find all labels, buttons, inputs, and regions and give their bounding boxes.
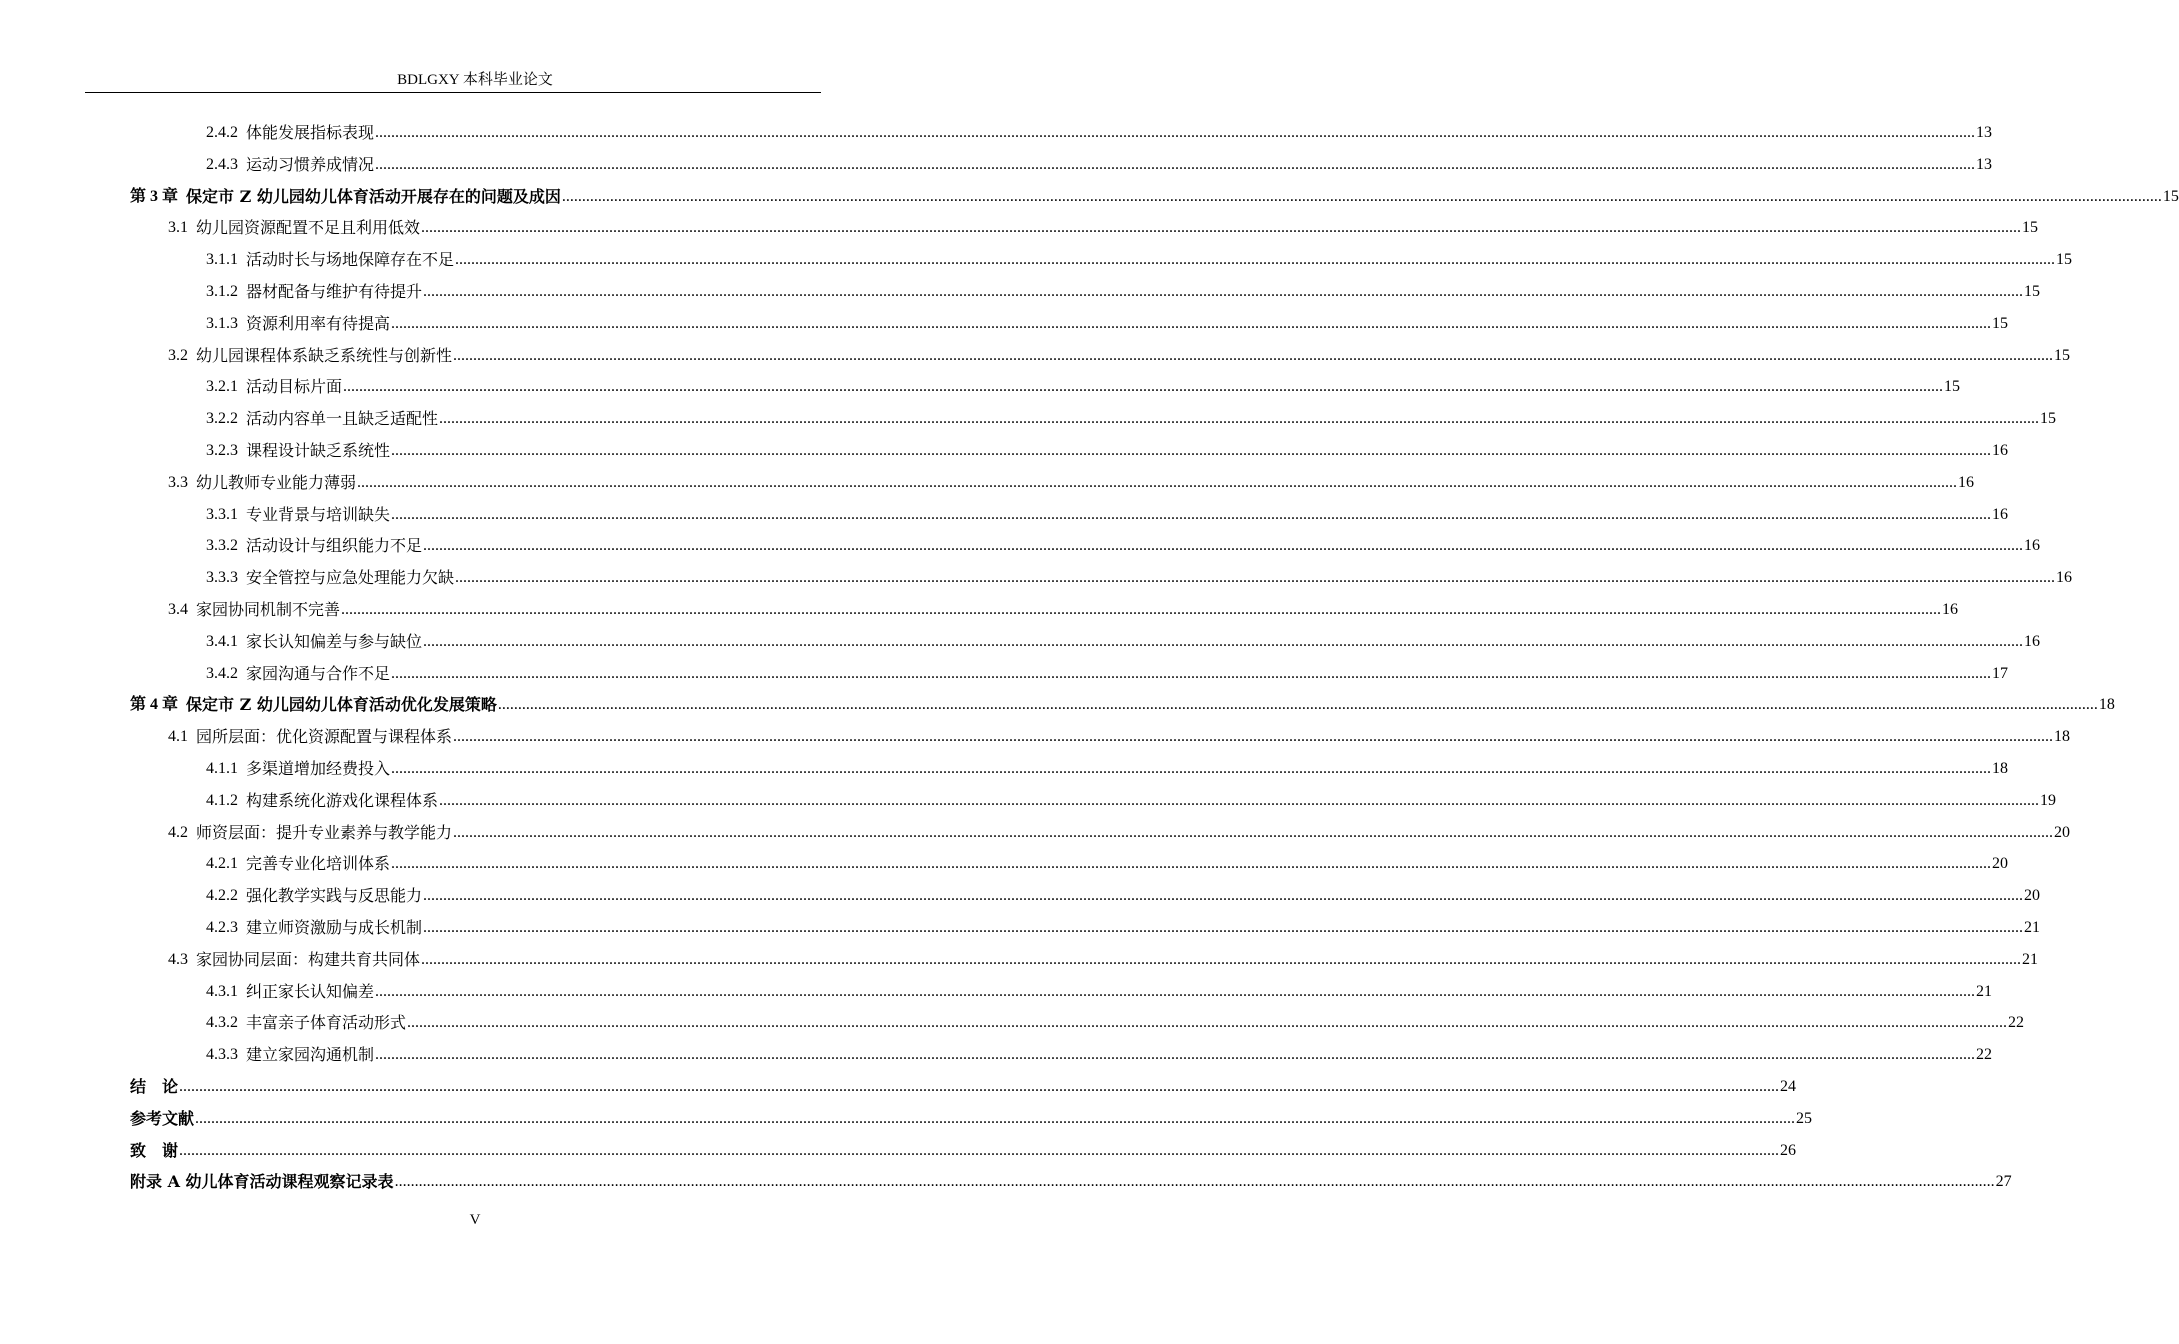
toc-entry-title: 安全管控与应急处理能力欠缺 xyxy=(246,568,455,588)
toc-entry-page: 18 xyxy=(1992,760,2009,777)
toc-entry[interactable] xyxy=(206,1007,2025,1033)
toc-entry[interactable] xyxy=(206,753,2009,779)
toc-entry-title: 附录 A 幼儿体育活动课程观察记录表 xyxy=(130,1172,394,1192)
toc-entry-page: 16 xyxy=(1958,473,1975,491)
toc-entry-title: 完善专业化培训体系 xyxy=(246,854,391,874)
toc-entry-number: 4.1 xyxy=(168,728,188,746)
toc-entry[interactable] xyxy=(168,944,2039,970)
toc-dot-leader: ................................................................................................................................................................................................................................................................................................................................................................................................................ xyxy=(375,124,1976,141)
toc-dot-leader: ................................................................................................................................................................................................................................................................................................................................................................................................................ xyxy=(179,1141,1780,1159)
toc-dot-leader: ................................................................................................................................................................................................................................................................................................................................................................................................................ xyxy=(391,855,1992,873)
toc-entry-title: 活动目标片面 xyxy=(246,377,343,397)
toc-entry-page: 24 xyxy=(1780,1078,1797,1095)
toc-entry-title: 体能发展指标表现 xyxy=(246,123,375,142)
toc-entry-number: 4.3.1 xyxy=(206,982,238,1000)
toc-entry-number: 2.4.2 xyxy=(206,124,238,141)
toc-dot-leader: ................................................................................................................................................................................................................................................................................................................................................................................................................ xyxy=(375,982,1976,1000)
toc-entry-title: 建立师资激励与成长机制 xyxy=(246,918,423,937)
toc-entry-number: 3.3 xyxy=(168,473,188,491)
toc-entry[interactable] xyxy=(206,435,2009,461)
toc-dot-leader: ................................................................................................................................................................................................................................................................................................................................................................................................................ xyxy=(453,728,2054,746)
toc-entry-title: 活动内容单一且缺乏适配性 xyxy=(246,409,439,429)
toc-entry[interactable] xyxy=(206,276,2041,302)
toc-entry-number: 3.1 xyxy=(168,219,188,237)
toc-entry-page: 22 xyxy=(1976,1046,1993,1064)
toc-entry-page: 15 xyxy=(2024,283,2041,300)
toc-entry-page: 17 xyxy=(1992,664,2009,682)
toc-entry[interactable] xyxy=(168,817,2071,843)
toc-entry-page: 21 xyxy=(1976,982,1993,1000)
toc-entry-page: 20 xyxy=(2054,823,2071,841)
toc-entry-title: 师资层面：提升专业素养与教学能力 xyxy=(196,822,453,842)
toc-entry-title: 园所层面：优化资源配置与课程体系 xyxy=(196,727,453,747)
toc-entry[interactable] xyxy=(130,1103,1813,1129)
toc-entry[interactable] xyxy=(168,467,1975,493)
toc-entry-page: 19 xyxy=(2040,791,2057,809)
toc-entry[interactable] xyxy=(130,1071,1797,1097)
toc-entry[interactable] xyxy=(130,181,2179,207)
toc-dot-leader: ................................................................................................................................................................................................................................................................................................................................................................................................................ xyxy=(391,760,1992,777)
toc-entry-number: 3.3.2 xyxy=(206,537,238,555)
toc-entry-number: 3.2.3 xyxy=(206,442,238,459)
toc-entry[interactable] xyxy=(168,594,1959,620)
toc-entry-page: 16 xyxy=(2024,537,2041,555)
toc-dot-leader: ................................................................................................................................................................................................................................................................................................................................................................................................................ xyxy=(497,696,2098,714)
toc-entry-title: 强化教学实践与反思能力 xyxy=(246,886,423,906)
header-rule xyxy=(85,92,821,93)
toc-entry-title: 致 谢 xyxy=(130,1140,179,1160)
toc-entry-number: 4.3.3 xyxy=(206,1046,238,1064)
toc-entry-number: 3.4 xyxy=(168,601,188,618)
toc-entry-page: 21 xyxy=(2022,950,2039,968)
toc-dot-leader: ................................................................................................................................................................................................................................................................................................................................................................................................................ xyxy=(391,664,1992,682)
toc-entry[interactable] xyxy=(206,658,2009,684)
toc-entry-title: 保定市 Z 幼儿园幼儿体育活动优化发展策略 xyxy=(186,695,497,715)
toc-entry-title: 幼儿园课程体系缺乏系统性与创新性 xyxy=(196,345,453,365)
toc-dot-leader: ................................................................................................................................................................................................................................................................................................................................................................................................................ xyxy=(343,378,1944,396)
toc-entry-number: 4.3.2 xyxy=(206,1014,238,1032)
toc-entry-page: 18 xyxy=(2098,696,2115,714)
toc-entry[interactable] xyxy=(206,149,1993,175)
toc-dot-leader: ................................................................................................................................................................................................................................................................................................................................................................................................................ xyxy=(439,410,2040,428)
toc-entry[interactable] xyxy=(206,848,2009,874)
toc-entry-title: 课程设计缺乏系统性 xyxy=(246,441,391,460)
toc-dot-leader: ................................................................................................................................................................................................................................................................................................................................................................................................................ xyxy=(407,1014,2008,1032)
toc-dot-leader: ................................................................................................................................................................................................................................................................................................................................................................................................................ xyxy=(357,473,1958,491)
toc-entry-page: 18 xyxy=(2054,728,2071,746)
toc-entry-page: 16 xyxy=(2056,569,2073,587)
toc-entry-number: 3.1.3 xyxy=(206,314,238,332)
toc-entry-title: 家长认知偏差与参与缺位 xyxy=(246,631,423,651)
toc-entry[interactable] xyxy=(206,117,1993,143)
toc-entry-number: 3.3.3 xyxy=(206,569,238,587)
toc-entry-number: 第 3 章 xyxy=(130,187,179,205)
running-header-title: BDLGXY 本科毕业论文 xyxy=(397,72,553,88)
toc-entry-page: 15 xyxy=(2054,346,2071,364)
toc-dot-leader: ................................................................................................................................................................................................................................................................................................................................................................................................................ xyxy=(391,505,1992,523)
toc-entry-title: 运动习惯养成情况 xyxy=(246,154,375,174)
toc-entry-title: 家园协同层面：构建共育共同体 xyxy=(196,949,421,969)
toc-entry-number: 4.1.2 xyxy=(206,791,238,809)
toc-entry-page: 16 xyxy=(2024,632,2041,650)
toc-entry[interactable] xyxy=(130,1135,1797,1161)
toc-entry[interactable] xyxy=(206,785,2057,811)
toc-dot-leader: ................................................................................................................................................................................................................................................................................................................................................................................................................ xyxy=(195,1109,1796,1127)
toc-entry-title: 器材配备与维护有待提升 xyxy=(246,282,423,301)
toc-dot-leader: ................................................................................................................................................................................................................................................................................................................................................................................................................ xyxy=(341,601,1942,618)
toc-entry-page: 20 xyxy=(1992,855,2009,873)
toc-entry-title: 活动时长与场地保障存在不足 xyxy=(246,250,455,270)
toc-entry-number: 4.2.2 xyxy=(206,887,238,905)
toc-entry[interactable] xyxy=(206,530,2041,556)
toc-dot-leader: ................................................................................................................................................................................................................................................................................................................................................................................................................ xyxy=(455,569,2056,587)
toc-entry[interactable] xyxy=(206,371,1961,397)
toc-dot-leader: ................................................................................................................................................................................................................................................................................................................................................................................................................ xyxy=(453,823,2054,841)
toc-dot-leader: ................................................................................................................................................................................................................................................................................................................................................................................................................ xyxy=(423,283,2024,300)
toc-entry-page: 13 xyxy=(1976,155,1993,173)
toc-dot-leader: ................................................................................................................................................................................................................................................................................................................................................................................................................ xyxy=(423,919,2024,936)
toc-dot-leader: ................................................................................................................................................................................................................................................................................................................................................................................................................ xyxy=(423,632,2024,650)
toc-entry-title: 保定市 Z 幼儿园幼儿体育活动开展存在的问题及成因 xyxy=(186,186,561,206)
page-number: V xyxy=(469,1212,481,1228)
toc-entry-title: 幼儿教师专业能力薄弱 xyxy=(196,472,357,492)
toc-entry[interactable] xyxy=(130,689,2115,715)
toc-dot-leader: ................................................................................................................................................................................................................................................................................................................................................................................................................ xyxy=(421,950,2022,968)
toc-entry-title: 专业背景与培训缺失 xyxy=(246,504,391,524)
toc-entry-title: 构建系统化游戏化课程体系 xyxy=(246,790,439,810)
toc-entry-title: 参考文献 xyxy=(130,1108,195,1128)
toc-entry-page: 16 xyxy=(1942,601,1959,618)
toc-entry-page: 26 xyxy=(1780,1141,1797,1159)
toc-entry-title: 多渠道增加经费投入 xyxy=(246,759,391,778)
toc-dot-leader: ................................................................................................................................................................................................................................................................................................................................................................................................................ xyxy=(421,219,2022,237)
toc-entry-number: 第 4 章 xyxy=(130,696,179,714)
toc-entry[interactable] xyxy=(206,976,1993,1002)
toc-entry[interactable] xyxy=(168,212,2039,238)
toc-entry-number: 4.2.3 xyxy=(206,919,238,936)
toc-entry[interactable] xyxy=(206,912,2041,938)
toc-entry[interactable] xyxy=(206,308,2009,334)
toc-entry[interactable] xyxy=(206,403,2057,429)
toc-entry-number: 3.2.2 xyxy=(206,410,238,428)
toc-entry[interactable] xyxy=(206,244,2073,270)
toc-entry-number: 3.2 xyxy=(168,346,188,364)
toc-dot-leader: ................................................................................................................................................................................................................................................................................................................................................................................................................ xyxy=(391,314,1992,332)
toc-entry-title: 幼儿园资源配置不足且利用低效 xyxy=(196,218,421,238)
toc-dot-leader: ................................................................................................................................................................................................................................................................................................................................................................................................................ xyxy=(375,155,1976,173)
toc-entry-number: 3.2.1 xyxy=(206,378,238,396)
toc-entry-title: 结 论 xyxy=(130,1077,179,1096)
toc-entry-title: 家园沟通与合作不足 xyxy=(246,663,391,683)
toc-dot-leader: ................................................................................................................................................................................................................................................................................................................................................................................................................ xyxy=(423,537,2024,555)
toc-entry-title: 活动设计与组织能力不足 xyxy=(246,536,423,556)
toc-entry-number: 3.3.1 xyxy=(206,505,238,523)
toc-entry[interactable] xyxy=(206,626,2041,652)
toc-entry-number: 2.4.3 xyxy=(206,155,238,173)
toc-dot-leader: ................................................................................................................................................................................................................................................................................................................................................................................................................ xyxy=(455,251,2056,269)
toc-entry-number: 4.1.1 xyxy=(206,760,238,777)
toc-entry-page: 15 xyxy=(2040,410,2057,428)
toc-entry-page: 21 xyxy=(2024,919,2041,936)
toc-entry-title: 家园协同机制不完善 xyxy=(196,600,341,619)
toc-entry-number: 4.2.1 xyxy=(206,855,238,873)
toc-entry-number: 4.2 xyxy=(168,823,188,841)
toc-entry-page: 16 xyxy=(1992,442,2009,459)
toc-entry-title: 丰富亲子体育活动形式 xyxy=(246,1013,407,1033)
toc-entry[interactable] xyxy=(206,880,2041,906)
toc-entry-title: 资源利用率有待提高 xyxy=(246,313,391,333)
toc-entry[interactable] xyxy=(206,499,2009,525)
toc-dot-leader: ................................................................................................................................................................................................................................................................................................................................................................................................................ xyxy=(391,442,1992,459)
toc-entry[interactable] xyxy=(206,562,2073,588)
toc-entry-page: 15 xyxy=(1944,378,1961,396)
toc-entry-number: 3.4.1 xyxy=(206,632,238,650)
toc-entry-page: 25 xyxy=(1796,1109,1813,1127)
toc-dot-leader: ................................................................................................................................................................................................................................................................................................................................................................................................................ xyxy=(453,346,2054,364)
toc-entry-page: 15 xyxy=(2022,219,2039,237)
toc-entry[interactable] xyxy=(206,1039,1993,1065)
toc-entry-page: 13 xyxy=(1976,124,1993,141)
toc-entry[interactable] xyxy=(168,340,2071,366)
toc-entry-page: 20 xyxy=(2024,887,2041,905)
toc-entry[interactable] xyxy=(130,1166,2012,1192)
toc-entry-page: 27 xyxy=(1995,1173,2012,1191)
toc-dot-leader: ................................................................................................................................................................................................................................................................................................................................................................................................................ xyxy=(179,1078,1780,1095)
toc-entry-page: 15 xyxy=(2056,251,2073,269)
toc-dot-leader: ................................................................................................................................................................................................................................................................................................................................................................................................................ xyxy=(423,887,2024,905)
toc-dot-leader: ................................................................................................................................................................................................................................................................................................................................................................................................................ xyxy=(439,791,2040,809)
toc-entry-title: 纠正家长认知偏差 xyxy=(246,981,375,1001)
toc-entry-page: 15 xyxy=(1992,314,2009,332)
toc-dot-leader: ................................................................................................................................................................................................................................................................................................................................................................................................................ xyxy=(394,1173,1995,1191)
toc-entry[interactable] xyxy=(168,721,2071,747)
toc-entry-number: 3.4.2 xyxy=(206,664,238,682)
toc-entry-title: 建立家园沟通机制 xyxy=(246,1045,375,1065)
toc-dot-leader: ................................................................................................................................................................................................................................................................................................................................................................................................................ xyxy=(375,1046,1976,1064)
toc-entry-page: 22 xyxy=(2008,1014,2025,1032)
toc-entry-number: 3.1.2 xyxy=(206,283,238,300)
toc-entry-page: 15 xyxy=(2162,187,2179,205)
toc-dot-leader: ................................................................................................................................................................................................................................................................................................................................................................................................................ xyxy=(561,187,2162,205)
toc-entry-number: 3.1.1 xyxy=(206,251,238,269)
toc-entry-page: 16 xyxy=(1992,505,2009,523)
toc-entry-number: 4.3 xyxy=(168,950,188,968)
